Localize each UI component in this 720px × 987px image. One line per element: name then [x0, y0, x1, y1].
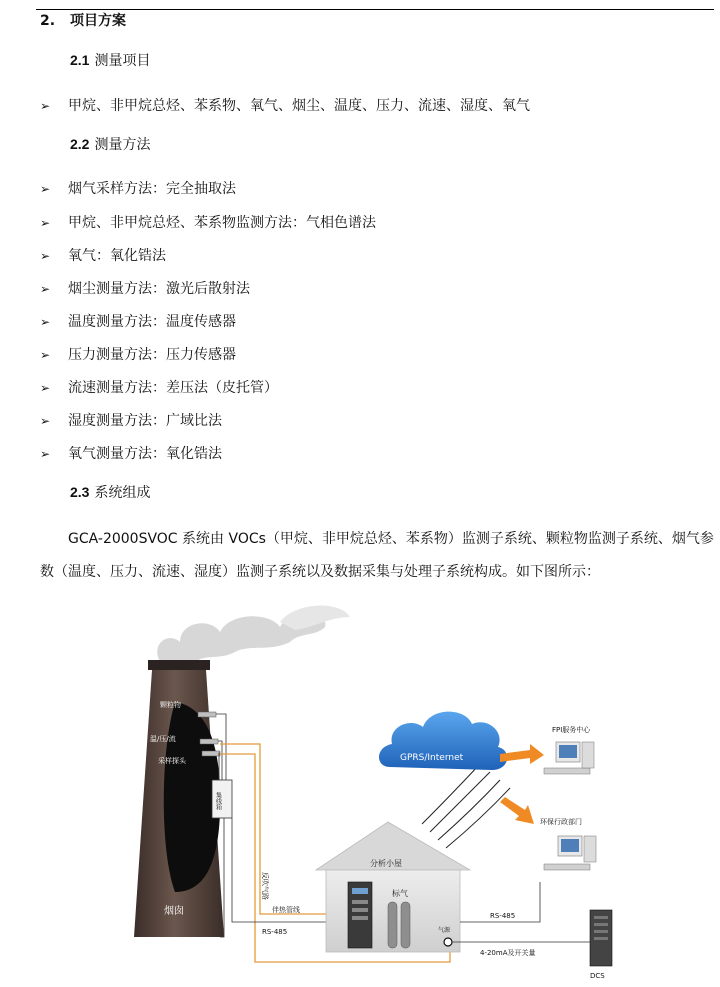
bullet-arrow-icon: ➢ [40, 315, 51, 329]
cloud-icon [379, 712, 507, 770]
label-standard-gas: 标气 [392, 889, 408, 898]
list-item-text: 流速测量方法：差压法（皮托管） [68, 380, 278, 396]
arrows [500, 744, 544, 824]
list-item [40, 280, 250, 298]
paragraph-line-2: 数（温度、压力、流速、湿度）监测子系统以及数据采集与处理子系统构成。如下图所示： [40, 564, 600, 580]
subsection-title: 测量方法 [94, 137, 151, 153]
list-item-text: 湿度测量方法：广域比法 [68, 413, 222, 429]
list-item-text: 氧气测量方法：氧化锆法 [68, 446, 222, 462]
junction-box [212, 780, 232, 818]
list-item-text: 甲烷、非甲烷总烃、苯系物监测方法：气相色谱法 [68, 215, 376, 231]
label-heated-line: 伴热管线 [272, 906, 300, 914]
subsection-number: 2.1 [70, 52, 90, 68]
paragraph-line-1: GCA-2000SVOC 系统由 VOCs（甲烷、非甲烷总烃、苯系物）监测子系统、颗粒物监测子系统、烟气参 [68, 531, 714, 547]
label-backflush: 反吹气路 [261, 872, 269, 900]
subsection-heading-system [70, 483, 150, 502]
list-item-text: 压力测量方法：压力传感器 [68, 347, 236, 363]
bullet-arrow-icon: ➢ [40, 249, 51, 263]
label-dcs: DCS [590, 972, 605, 980]
list-item-text: 甲烷、非甲烷总烃、苯系物、氧气、烟尘、温度、压力、流速、湿度、氧气 [68, 98, 530, 114]
label-particles: 颗粒物 [160, 701, 181, 709]
bullet-arrow-icon: ➢ [40, 348, 51, 362]
subsection-number: 2.3 [70, 484, 90, 500]
list-item [40, 247, 166, 265]
bullet-arrow-icon: ➢ [40, 447, 51, 461]
bullet-arrow-icon: ➢ [40, 414, 51, 428]
top-rule [36, 9, 714, 10]
smoke [157, 606, 350, 662]
label-analog-io: 4-20mA及开关量 [480, 949, 536, 957]
chimney-label: 烟囱 [164, 906, 184, 917]
list-item-text: 氧气：氧化锆法 [68, 248, 166, 264]
list-item [40, 412, 222, 430]
bullet-arrow-icon: ➢ [40, 216, 51, 230]
list-item [40, 97, 530, 115]
section-heading [40, 12, 126, 30]
label-rs485-left: RS-485 [262, 928, 288, 936]
subsection-title: 测量项目 [94, 53, 151, 69]
bullet-arrow-icon: ➢ [40, 99, 51, 113]
bullet-arrow-icon: ➢ [40, 282, 51, 296]
subsection-title: 系统组成 [94, 485, 151, 501]
list-item [40, 313, 236, 331]
label-analysis-house: 分析小屋 [370, 859, 402, 868]
label-sampling-probe: 采样探头 [158, 757, 186, 765]
section-title: 项目方案 [70, 13, 126, 29]
system-diagram [120, 592, 640, 987]
list-item [40, 346, 236, 364]
bullet-arrow-icon: ➢ [40, 381, 51, 395]
label-rs485-right: RS-485 [490, 912, 516, 920]
server-icon-dcs [590, 910, 612, 966]
cloud-label: GPRS/Internet [400, 753, 464, 763]
junction-box-label: 集线箱 [214, 792, 222, 810]
label-fpi-center: FPI服务中心 [552, 726, 591, 734]
list-item [40, 379, 278, 397]
right-wires [452, 882, 590, 942]
list-item [40, 445, 222, 463]
bullet-arrow-icon: ➢ [40, 182, 51, 196]
label-gas-source: 气源 [438, 927, 451, 934]
subsection-heading-items [70, 51, 150, 70]
list-item [40, 180, 236, 198]
label-epa-dept: 环保行政部门 [540, 818, 582, 826]
arrow-down-right-icon [500, 797, 534, 824]
wireless-signal-icon [422, 764, 510, 848]
subsection-heading-methods [70, 135, 150, 154]
list-item [40, 214, 376, 232]
computer-icon-fpi [544, 742, 594, 774]
list-item-text: 烟气采样方法：完全抽取法 [68, 181, 236, 197]
section-number: 2. [40, 13, 56, 29]
subsection-number: 2.2 [70, 136, 90, 152]
computer-icon-epa [544, 836, 596, 870]
label-temp-pressure-flow: 温/压/流 [150, 735, 176, 743]
analysis-house [316, 822, 470, 952]
arrow-right-icon [500, 744, 544, 764]
list-item-text: 温度测量方法：温度传感器 [68, 314, 236, 330]
list-item-text: 烟尘测量方法：激光后散射法 [68, 281, 250, 297]
